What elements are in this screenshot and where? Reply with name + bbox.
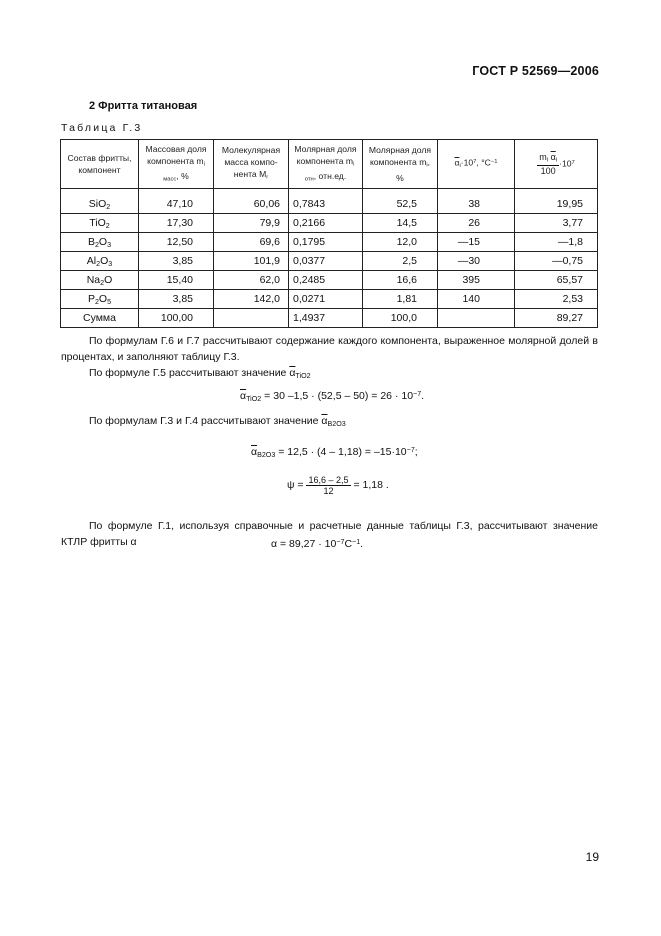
table-row: [61, 252, 598, 271]
cell-component: $P_2O_5$: [61, 290, 139, 309]
paragraph-3: По формулам Г.3 и Г.4 рассчитывают значение $\overline{\alpha}_{B2O3}$: [89, 415, 346, 428]
cell-v5: 395: [438, 271, 515, 290]
table-header-row: [61, 140, 598, 189]
cell-v6: 89,27: [515, 309, 598, 328]
cell-v6: 19,95: [515, 195, 598, 214]
cell-component: $Na_2O$: [61, 271, 139, 290]
cell-v4: 52,5: [363, 195, 438, 214]
cell-v5: [438, 309, 515, 328]
cell-v6: 65,57: [515, 271, 598, 290]
cell-v2: 60,06: [214, 195, 289, 214]
cell-v4: 2,5: [363, 252, 438, 271]
cell-v1: 12,50: [139, 233, 214, 252]
paragraph-1: По формулам Г.6 и Г.7 рассчитывают содержание каждого компонента, выраженное молярной долей в процентах, и заполняют таблицу Г.3.: [61, 335, 598, 363]
header-mass-fraction: Массовая доля компонента $m_{i масс}$, %: [139, 140, 214, 189]
cell-v3: 1,4937: [289, 309, 363, 328]
cell-component: $Al_2O_3$: [61, 252, 139, 271]
header-molecular-mass: Молекулярная масса компо-нента $M_r$: [214, 140, 289, 189]
page-number: 19: [585, 850, 599, 864]
header-molar-fraction-rel: Молярная доля компонента $m_{i отн}$, отн.ед.: [289, 140, 363, 189]
cell-v4: 1,81: [363, 290, 438, 309]
cell-v3: 0,2485: [289, 271, 363, 290]
cell-v3: 0,0271: [289, 290, 363, 309]
table-caption: Таблица Г.3: [61, 122, 143, 134]
paragraph-2: По формуле Г.5 рассчитывают значение $\overline{\alpha}_{TiO2}$: [89, 367, 311, 380]
table-row: [61, 214, 598, 233]
header-product: $\frac{m_i \overline{\alpha}_i}{100}$ $\cdot 10^7$: [515, 140, 598, 189]
cell-v1: 17,30: [139, 214, 214, 233]
cell-v5: 140: [438, 290, 515, 309]
cell-v2: 79,9: [214, 214, 289, 233]
cell-v1: 47,10: [139, 195, 214, 214]
cell-v1: 100,00: [139, 309, 214, 328]
table-row: [61, 271, 598, 290]
cell-component: TiO$_2$: [61, 214, 139, 233]
cell-v1: 3,85: [139, 252, 214, 271]
header-molar-fraction-pct: Молярная доля компонента $m_i$, %: [363, 140, 438, 189]
composition-table: [60, 139, 598, 328]
header-product-fraction: $\frac{m_i \overline{\alpha}_i}{100}$: [539, 151, 558, 177]
cell-v2: 69,6: [214, 233, 289, 252]
cell-v2: [214, 309, 289, 328]
cell-v5: 26: [438, 214, 515, 233]
table-row: [61, 195, 598, 214]
cell-v2: 142,0: [214, 290, 289, 309]
paragraph-4: По формуле Г.1, используя справочные и расчетные данные таблицы Г.3, рассчитывают значение КТЛР фритты α: [61, 520, 598, 548]
cell-v1: 3,85: [139, 290, 214, 309]
cell-v5: —15: [438, 233, 515, 252]
cell-v3: 0,1795: [289, 233, 363, 252]
psi-fraction: $\frac{16,6 - 2,5}{12}$: [308, 474, 349, 496]
cell-v2: 62,0: [214, 271, 289, 290]
cell-v1: 15,40: [139, 271, 214, 290]
cell-component: $B_2O_3$: [61, 233, 139, 252]
cell-v6: —0,75: [515, 252, 598, 271]
cell-v3: 0,0377: [289, 252, 363, 271]
cell-v5: 38: [438, 195, 515, 214]
table-row: [61, 290, 598, 309]
cell-v6: 2,53: [515, 290, 598, 309]
cell-v4: 12,0: [363, 233, 438, 252]
table-row: [61, 309, 598, 328]
cell-v3: 0,2166: [289, 214, 363, 233]
cell-v3: 0,7843: [289, 195, 363, 214]
cell-v6: 3,77: [515, 214, 598, 233]
cell-v4: 14,5: [363, 214, 438, 233]
formula-alpha-tio2: $\overline{\alpha}_{TiO2} = 30$ $-1,5 \cdot (52,5 - 50) = 26 \cdot 10^{-7}$.: [240, 390, 425, 403]
cell-component: SiO$_2$: [61, 195, 139, 214]
header-composition: Состав фритты, компонент: [61, 140, 139, 189]
cell-v5: —30: [438, 252, 515, 271]
cell-v4: 100,0: [363, 309, 438, 328]
document-header: ГОСТ Р 52569—2006: [472, 64, 599, 78]
cell-v6: —1,8: [515, 233, 598, 252]
table-row: [61, 233, 598, 252]
formula-alpha-b2o3: $\overline{\alpha}_{B2O3} = 12,5 \cdot (4 - 1,18) = -15\cdot 10^{-7}$;: [251, 446, 418, 459]
cell-v4: 16,6: [363, 271, 438, 290]
header-alpha: $\overline{\alpha}_i\cdot 10^7$, $^\circ C^{-1}$: [438, 140, 515, 189]
cell-component: Сумма: [61, 309, 139, 328]
formula-alpha-final: $\alpha = 89,27 \cdot 10^{-7}С^{-1}$.: [271, 538, 364, 551]
section-title: 2 Фритта титановая: [89, 100, 198, 112]
cell-v2: 101,9: [214, 252, 289, 271]
formula-psi: ψ = $\frac{16,6 - 2,5}{12}$ = 1,18 .: [287, 474, 389, 496]
